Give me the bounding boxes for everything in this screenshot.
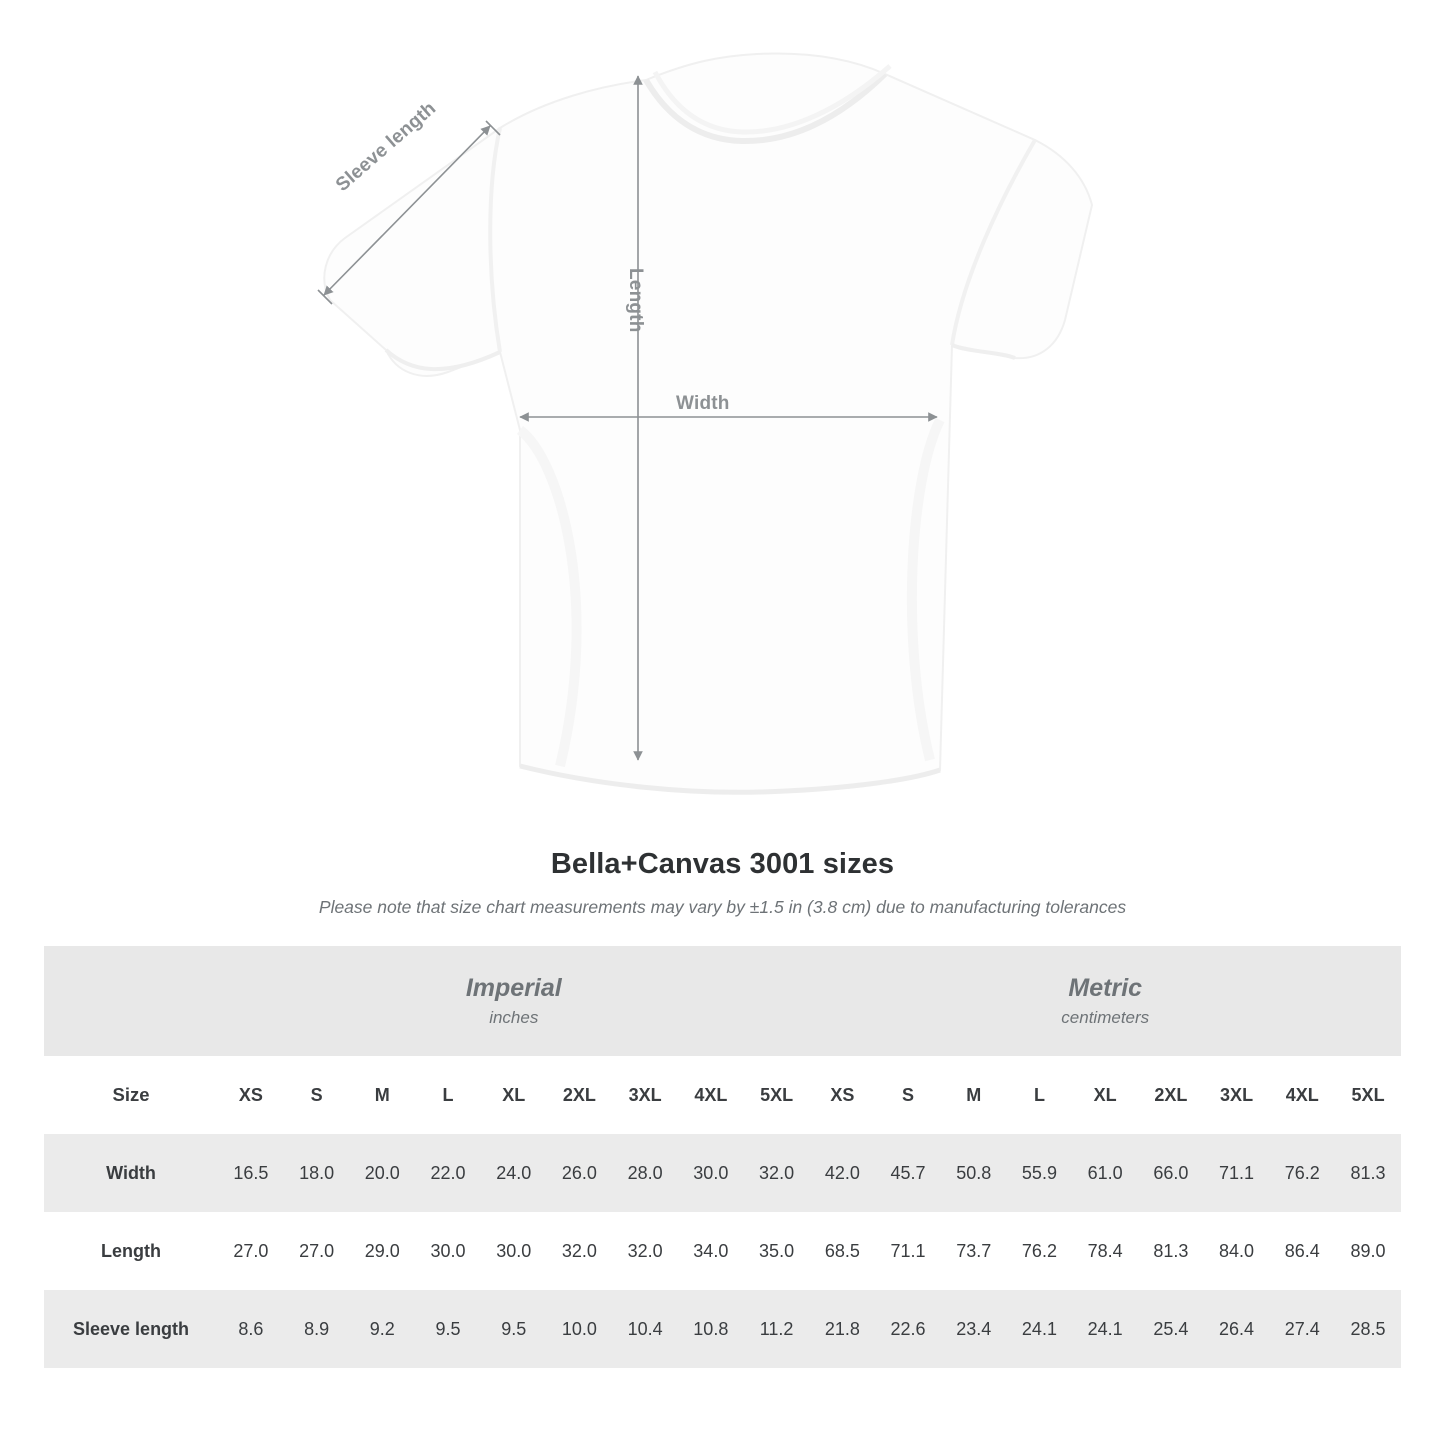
cell-width-5xl-in: 32.0 [744,1134,810,1212]
cell-width-xs-in: 16.5 [218,1134,284,1212]
cell-length-m-in: 29.0 [349,1212,415,1290]
cell-length-xs-in: 27.0 [218,1212,284,1290]
tolerance-note: Please note that size chart measurements may vary by ±1.5 in (3.8 cm) due to manufacturing tolerances [318,897,1127,917]
col-header-m-imperial: M [349,1056,415,1134]
cell-width-4xl-cm: 76.2 [1269,1134,1335,1212]
metric-title: Metric [1068,973,1143,1002]
cell-sleeve-4xl-in: 10.8 [678,1290,744,1368]
cell-sleeve-l-cm: 24.1 [1007,1290,1073,1368]
col-header-xs-imperial: XS [218,1056,284,1134]
cell-sleeve-m-in: 9.2 [349,1290,415,1368]
cell-width-2xl-cm: 66.0 [1138,1134,1204,1212]
cell-sleeve-xs-cm: 21.8 [809,1290,875,1368]
cell-width-3xl-cm: 71.1 [1204,1134,1270,1212]
cell-width-s-cm: 45.7 [875,1134,941,1212]
cell-sleeve-3xl-in: 10.4 [612,1290,678,1368]
row-label-sleeve-length: Sleeve length [44,1290,218,1368]
col-header-s-imperial: S [284,1056,350,1134]
cell-width-xs-cm: 42.0 [809,1134,875,1212]
cell-length-xl-cm: 78.4 [1072,1212,1138,1290]
cell-length-xs-cm: 68.5 [809,1212,875,1290]
cell-sleeve-3xl-cm: 26.4 [1204,1290,1270,1368]
metric-subtitle: centimeters [1061,1008,1150,1028]
col-header-s-metric: S [875,1056,941,1134]
col-header-4xl-imperial: 4XL [678,1056,744,1134]
cell-width-l-cm: 55.9 [1007,1134,1073,1212]
metric-group-header [809,946,1401,1056]
cell-length-4xl-in: 34.0 [678,1212,744,1290]
cell-length-5xl-cm: 89.0 [1335,1212,1401,1290]
row-label-width: Width [44,1134,218,1212]
col-header-4xl-metric: 4XL [1269,1056,1335,1134]
cell-length-2xl-cm: 81.3 [1138,1212,1204,1290]
table-row-length [44,1212,1401,1290]
col-header-2xl-metric: 2XL [1138,1056,1204,1134]
cell-width-xl-in: 24.0 [481,1134,547,1212]
imperial-group-header [218,946,809,1056]
col-header-2xl-imperial: 2XL [547,1056,613,1134]
cell-sleeve-5xl-cm: 28.5 [1335,1290,1401,1368]
cell-width-m-cm: 50.8 [941,1134,1007,1212]
cell-length-4xl-cm: 86.4 [1269,1212,1335,1290]
imperial-subtitle: inches [489,1008,539,1028]
cell-sleeve-l-in: 9.5 [415,1290,481,1368]
cell-width-2xl-in: 26.0 [547,1134,613,1212]
unit-header-spacer [44,946,218,1056]
cell-sleeve-2xl-in: 10.0 [547,1290,613,1368]
cell-width-3xl-in: 28.0 [612,1134,678,1212]
cell-sleeve-2xl-cm: 25.4 [1138,1290,1204,1368]
cell-sleeve-m-cm: 23.4 [941,1290,1007,1368]
row-label-length: Length [44,1212,218,1290]
col-header-xl-imperial: XL [481,1056,547,1134]
cell-length-l-cm: 76.2 [1007,1212,1073,1290]
width-dimension-label: Width [676,393,730,414]
cell-width-xl-cm: 61.0 [1072,1134,1138,1212]
table-row-width [44,1134,1401,1212]
cell-length-l-in: 30.0 [415,1212,481,1290]
cell-width-l-in: 22.0 [415,1134,481,1212]
imperial-title: Imperial [465,973,562,1002]
size-header-row [44,1056,1401,1134]
col-header-3xl-imperial: 3XL [612,1056,678,1134]
cell-sleeve-5xl-in: 11.2 [744,1290,810,1368]
unit-header-row [44,946,1401,1056]
col-header-l-imperial: L [415,1056,481,1134]
col-header-5xl-imperial: 5XL [744,1056,810,1134]
table-row-sleeve-length [44,1290,1401,1368]
col-header-xl-metric: XL [1072,1056,1138,1134]
cell-length-s-cm: 71.1 [875,1212,941,1290]
col-header-m-metric: M [941,1056,1007,1134]
cell-width-5xl-cm: 81.3 [1335,1134,1401,1212]
col-header-3xl-metric: 3XL [1204,1056,1270,1134]
cell-length-m-cm: 73.7 [941,1212,1007,1290]
cell-length-xl-in: 30.0 [481,1212,547,1290]
cell-sleeve-xl-cm: 24.1 [1072,1290,1138,1368]
cell-sleeve-4xl-cm: 27.4 [1269,1290,1335,1368]
title-block [0,848,1445,918]
cell-length-2xl-in: 32.0 [547,1212,613,1290]
cell-width-s-in: 18.0 [284,1134,350,1212]
col-header-xs-metric: XS [809,1056,875,1134]
sleeve-length-dimension-label: Sleeve length [332,97,441,196]
cell-length-3xl-cm: 84.0 [1204,1212,1270,1290]
tshirt-shape [324,54,1092,793]
col-header-5xl-metric: 5XL [1335,1056,1401,1134]
size-table-wrap [44,946,1401,1368]
cell-width-m-in: 20.0 [349,1134,415,1212]
size-label-header: Size [44,1056,218,1134]
size-table [44,946,1401,1368]
cell-length-s-in: 27.0 [284,1212,350,1290]
col-header-l-metric: L [1007,1056,1073,1134]
cell-length-5xl-in: 35.0 [744,1212,810,1290]
page-title: Bella+Canvas 3001 sizes [550,848,895,880]
cell-length-3xl-in: 32.0 [612,1212,678,1290]
cell-sleeve-xl-in: 9.5 [481,1290,547,1368]
cell-sleeve-xs-in: 8.6 [218,1290,284,1368]
cell-sleeve-s-in: 8.9 [284,1290,350,1368]
cell-width-4xl-in: 30.0 [678,1134,744,1212]
length-dimension-label: Length [625,268,646,333]
cell-sleeve-s-cm: 22.6 [875,1290,941,1368]
